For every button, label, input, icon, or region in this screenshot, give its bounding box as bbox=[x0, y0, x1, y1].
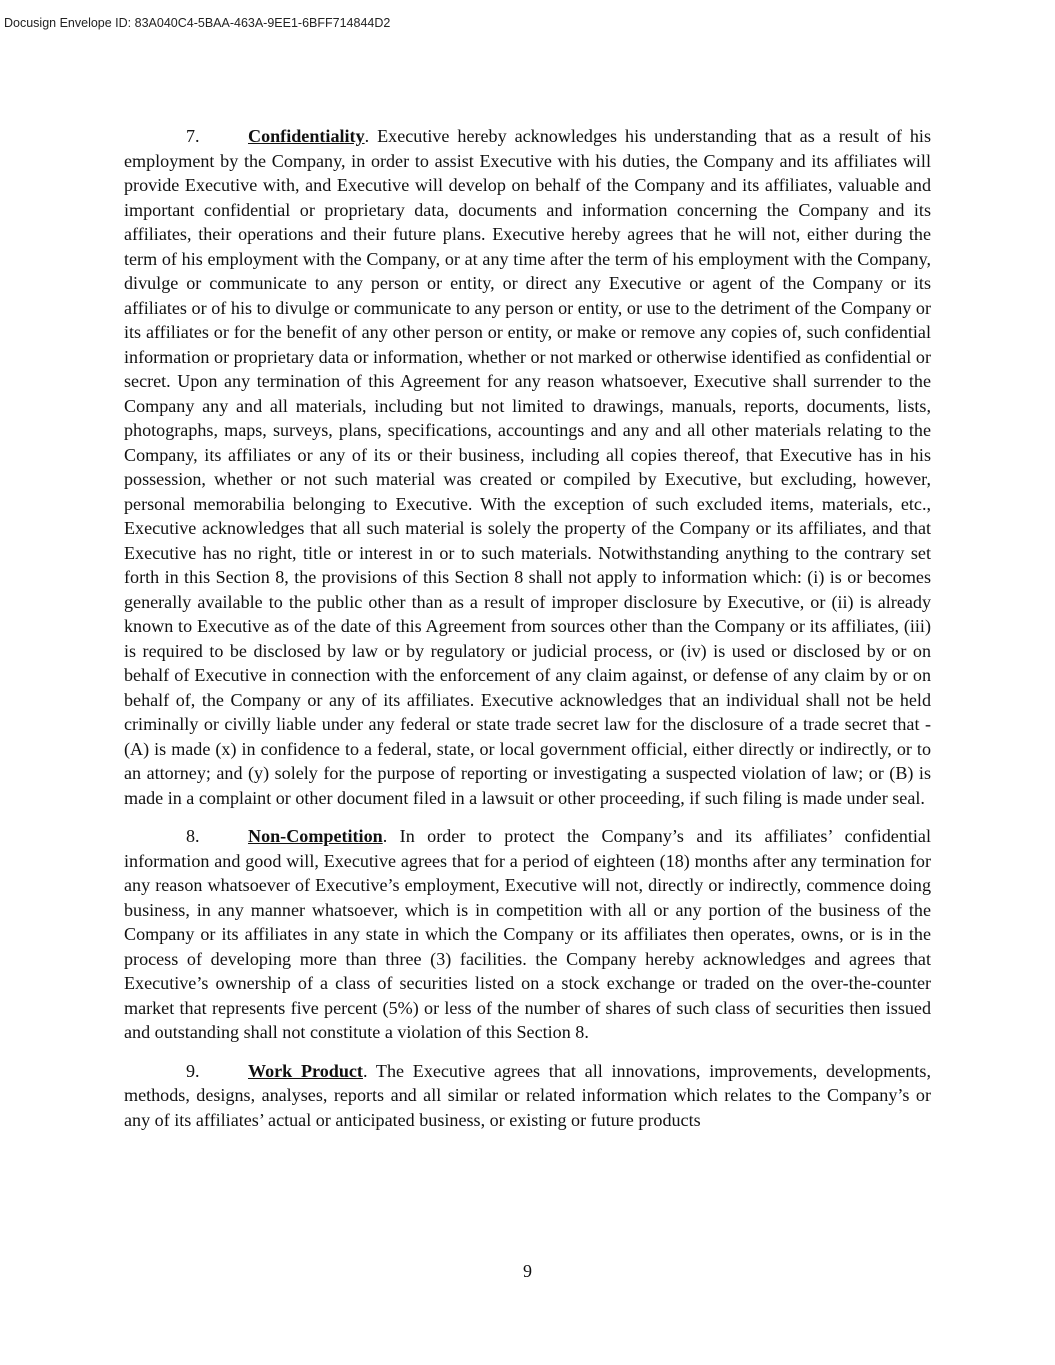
section-9-work-product bbox=[124, 1059, 931, 1133]
section-9-heading: Work Product bbox=[248, 1060, 363, 1081]
section-7-text: . Executive hereby acknowledges his understanding that as a result of his employment by the Company, in order to assist Executive with his duties, the Company and its affiliates will provide Executive with, and Executive will develop on behalf of the Company and its affiliates, valuable and important confidential or proprietary data, documents and information concerning the Company and its affiliates, their operations and their future plans. Executive hereby agrees that he will not, either during the term of his employment with the Company, or at any time after the term of his employment with the Company, divulge or communicate to any person or entity, or direct any Executive or agent of the Company or its affiliates or of his to divulge or communicate to any person or entity, or use to the detriment of the Company or its affiliates or for the benefit of any other person or entity, or make or remove any copies of, such confidential information or proprietary data or information, whether or not marked or otherwise identified as confidential or secret. Upon any termination of this Agreement for any reason whatsoever, Executive shall surrender to the Company any and all materials, including but not limited to drawings, manuals, reports, documents, lists, photographs, maps, surveys, plans, specifications, accountings and any and all other materials relating to the Company, its affiliates or any of its or their business, including all copies thereof, that Executive has in his possession, whether or not such material was created or compiled by Executive, but excluding, however, personal memorabilia belonging to Executive. With the exception of such excluded items, materials, etc., Executive acknowledges that all such material is solely the property of the Company or its affiliates, and that Executive has no right, title or interest in or to such materials. Notwithstanding anything to the contrary set forth in this Section 8, the provisions of this Section 8 shall not apply to information which: (i) is or becomes generally available to the public other than as a result of improper disclosure by Executive, or (ii) is already known to Executive as of the date of this Agreement from sources other than the Company or its affiliates, (iii) is required to be disclosed by law or by regulatory or judicial process, or (iv) is used or disclosed by or on behalf of Executive in connection with the enforcement of any claim against, or defense of any claim by or on behalf of, the Company or any of its affiliates. Executive acknowledges that an individual shall not be held criminally or civilly liable under any federal or state trade secret law for the disclosure of a trade secret that - (A) is made (x) in confidence to a federal, state, or local government official, either directly or indirectly, or to an attorney; and (y) solely for the purpose of reporting or investigating a suspected violation of law; or (B) is made in a complaint or other document filed in a lawsuit or other proceeding, if such filing is made under seal. bbox=[124, 126, 931, 808]
section-7-heading: Confidentiality bbox=[248, 126, 365, 146]
section-8-non-competition bbox=[124, 824, 931, 1045]
section-9-text: . The Executive agrees that all innovations, improvements, developments, methods, designs, analyses, reports and all similar or related information which relates to the Company’s or any of its affiliates’ actual or anticipated business, or existing or future products bbox=[124, 1060, 932, 1130]
section-8-text: . In order to protect the Company’s and its affiliates’ confidential information and good will, Executive agrees that for a period of eighteen (18) months after any termination for any reason whatsoever of Executive’s employment, Executive will not, directly or indirectly, commence doing business, in any manner whatsoever, which is in competition with all or any portion of the business of the Company or its affiliates in any state in which the Company or its affiliates then operates, owns, or is in the process of developing more than three (3) facilities. the Company hereby acknowledges and agrees that Executive’s ownership of a class of securities listed on a stock exchange or traded on the over-the-counter market that represents five percent (5%) or less of the number of shares of such class of securities then issued and outstanding shall not constitute a violation of this Section 8. bbox=[124, 826, 931, 1042]
section-8-number: 8. bbox=[186, 826, 200, 846]
section-7-confidentiality bbox=[124, 124, 931, 810]
docusign-envelope-id: Docusign Envelope ID: 83A040C4-5BAA-463A-9EE1-6BFF714844D2 bbox=[4, 16, 391, 30]
section-8-heading: Non-Competition bbox=[248, 826, 383, 846]
section-9-number: 9. bbox=[186, 1060, 200, 1081]
document-body bbox=[124, 124, 931, 1146]
section-7-number: 7. bbox=[186, 126, 200, 146]
page-number: 9 bbox=[523, 1261, 532, 1281]
